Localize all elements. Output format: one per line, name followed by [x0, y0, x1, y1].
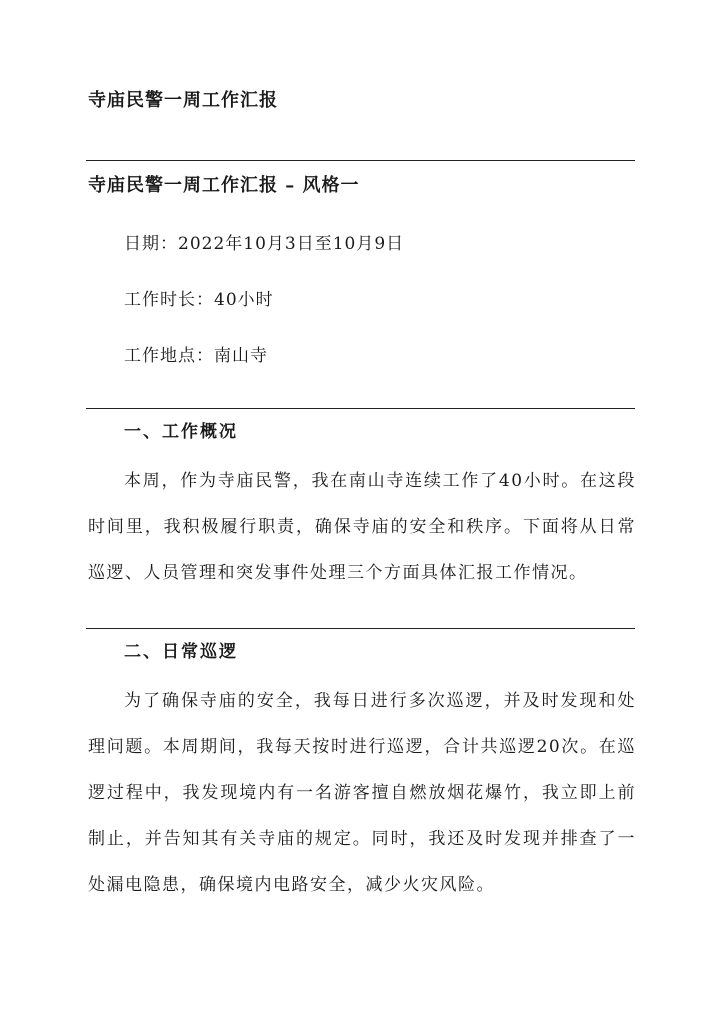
work-hours-line: 工作时长：40小时	[124, 290, 274, 310]
section-body-overview: 本周，作为寺庙民警，我在南山寺连续工作了40小时。在这段时间里，我积极履行职责，确保寺庙的安全和秩序。下面将从日常巡逻、人员管理和突发事件处理三个方面具体汇报工作情况。	[88, 471, 636, 583]
section-heading-overview: 一、工作概况	[124, 422, 238, 442]
date-line: 日期：2022年10月3日至10月9日	[124, 234, 405, 254]
section-body-patrol: 为了确保寺庙的安全，我每日进行多次巡逻，并及时发现和处理问题。本周期间，我每天按时进行巡逻，合计共巡逻20次。在巡逻过程中，我发现境内有一名游客擅自燃放烟花爆竹，我立即上前制止，并告知其有关寺庙的规定。同时，我还及时发现并排查了一处漏电隐患，确保境内电路安全，减少火灾风险。	[88, 691, 636, 895]
divider	[86, 628, 635, 629]
work-location-line: 工作地点：南山寺	[124, 346, 268, 366]
section-heading-patrol: 二、日常巡逻	[124, 642, 238, 662]
page-title: 寺庙民警一周工作汇报	[88, 90, 278, 111]
divider	[86, 160, 635, 161]
document-heading: 寺庙民警一周工作汇报 – 风格一	[88, 175, 360, 196]
divider	[86, 408, 635, 409]
